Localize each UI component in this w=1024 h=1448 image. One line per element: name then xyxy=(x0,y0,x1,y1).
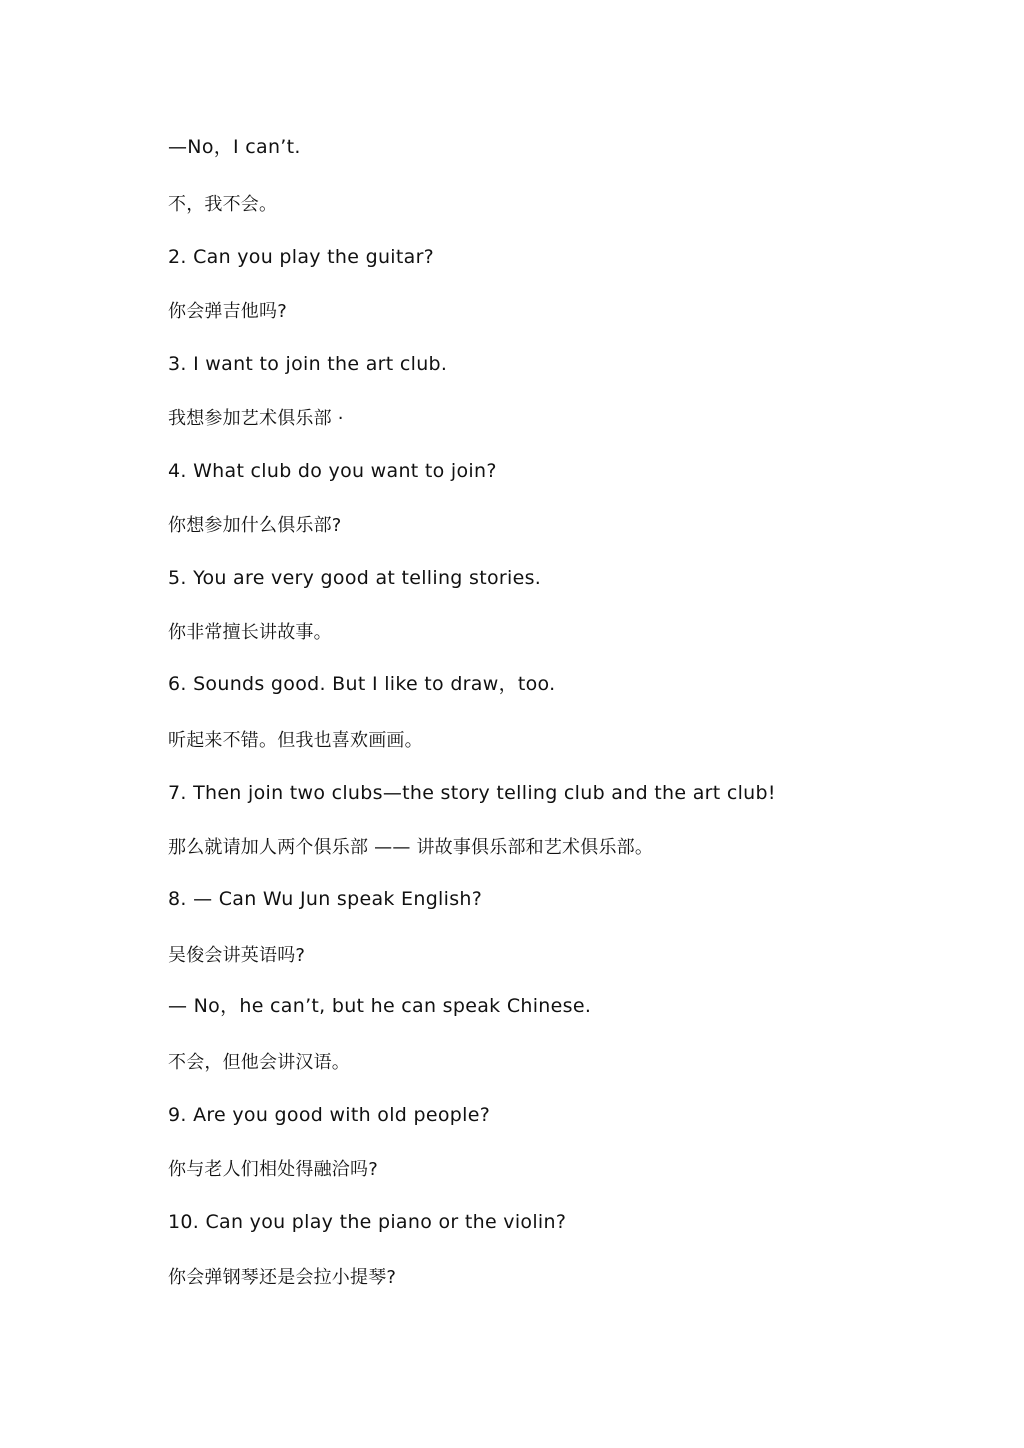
sentence-9-en: 9. Are you good with old people? xyxy=(168,1104,491,1126)
sentence-4-zh: 你想参加什么俱乐部? xyxy=(168,515,342,536)
sentence-6-en: 6. Sounds good. But I like to draw，too. xyxy=(168,673,556,695)
sentence-8-answer-zh: 不会，但他会讲汉语。 xyxy=(168,1052,350,1073)
sentence-7-en: 7. Then join two clubs—the story telling club and the art club! xyxy=(168,782,776,804)
answer-line-1-en: —No，I can’t. xyxy=(168,136,301,158)
sentence-8-question-en: 8. — Can Wu Jun speak English? xyxy=(168,888,483,910)
sentence-4-en: 4. What club do you want to join? xyxy=(168,460,497,482)
sentence-2-zh: 你会弹吉他吗? xyxy=(168,301,287,322)
sentence-2-en: 2. Can you play the guitar? xyxy=(168,246,435,268)
sentence-3-zh: 我想参加艺术俱乐部 · xyxy=(168,408,344,429)
sentence-6-zh: 听起来不错。但我也喜欢画画。 xyxy=(168,730,423,751)
sentence-3-en: 3. I want to join the art club. xyxy=(168,353,448,375)
sentence-8-question-zh: 吴俊会讲英语吗? xyxy=(168,945,306,966)
sentence-10-en: 10. Can you play the piano or the violin? xyxy=(168,1211,567,1233)
sentence-10-zh: 你会弹钢琴还是会拉小提琴? xyxy=(168,1267,397,1288)
sentence-5-zh: 你非常擅长讲故事。 xyxy=(168,622,332,643)
sentence-7-zh: 那么就请加人两个俱乐部 —— 讲故事俱乐部和艺术俱乐部。 xyxy=(168,837,654,858)
sentence-9-zh: 你与老人们相处得融洽吗? xyxy=(168,1159,378,1180)
answer-line-1-zh: 不，我不会。 xyxy=(168,194,278,215)
sentence-8-answer-en: — No，he can’t, but he can speak Chinese. xyxy=(168,995,592,1017)
sentence-5-en: 5. You are very good at telling stories. xyxy=(168,567,542,589)
